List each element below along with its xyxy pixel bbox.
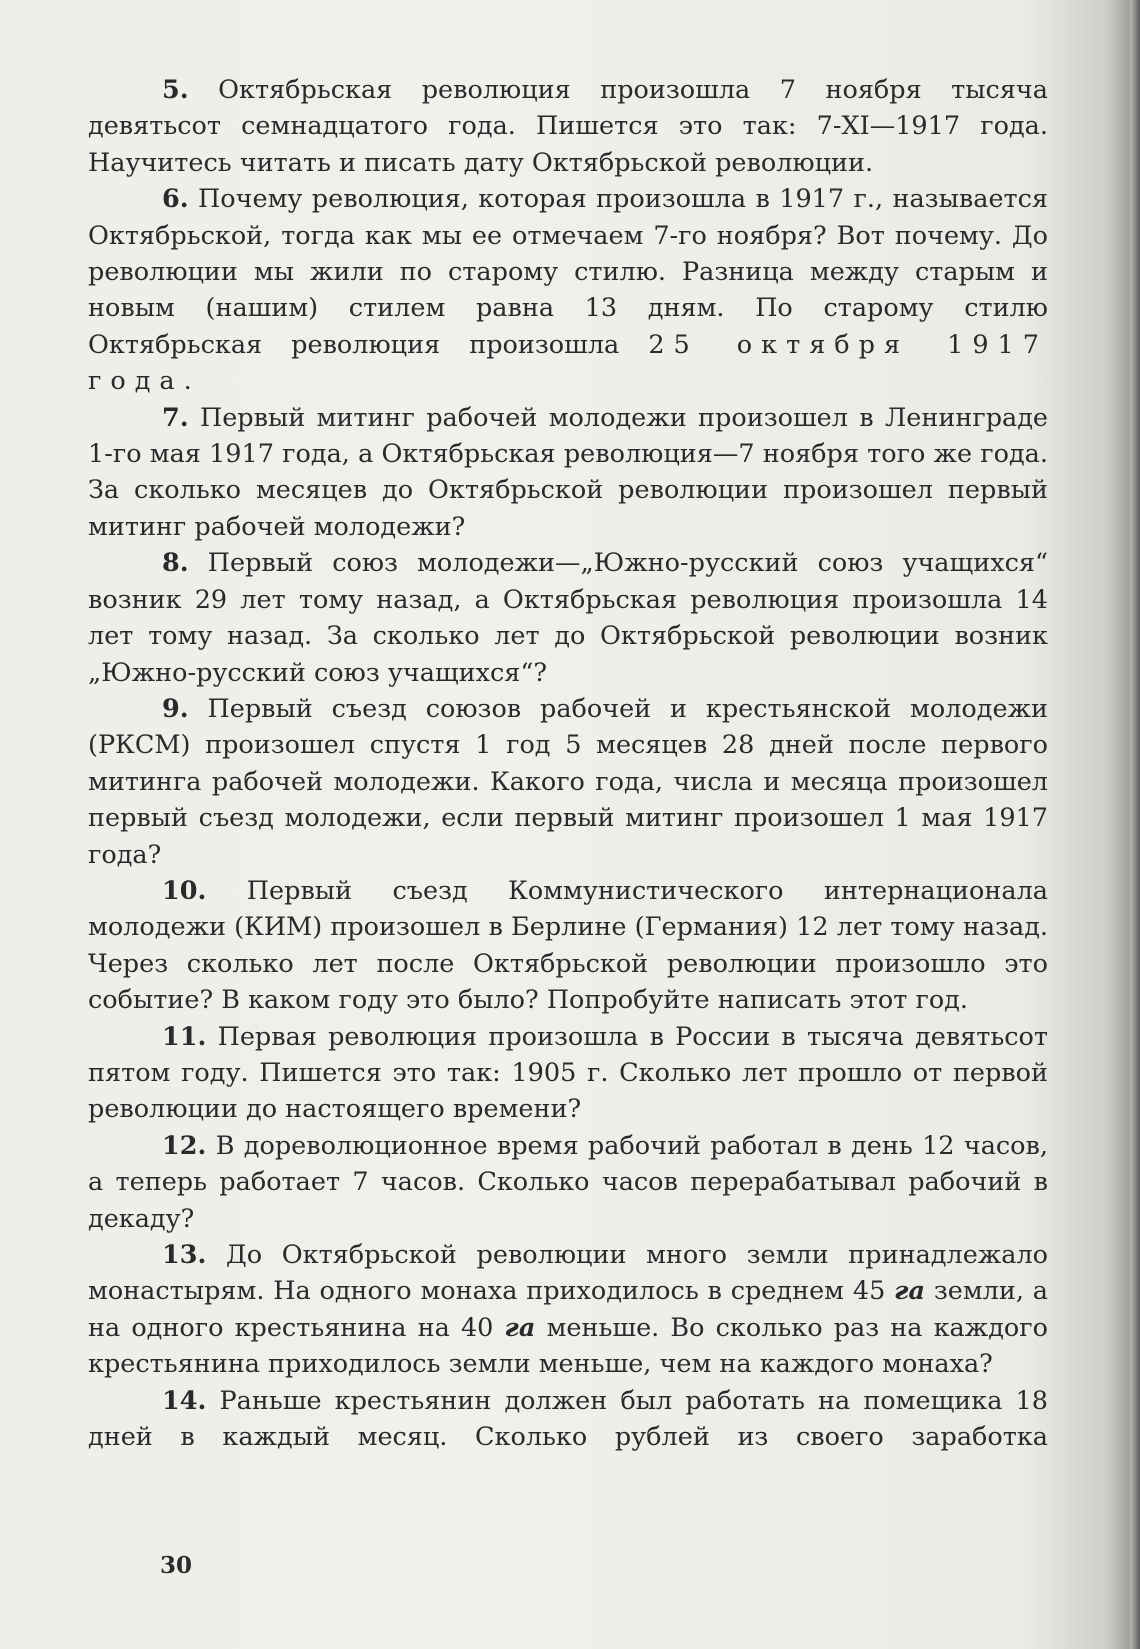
paragraph-text: В дореволюционное время рабочий работал в день 12 часов, а теперь работает 7 часов. Сколько часов перерабатывал рабочий в декаду? xyxy=(88,1130,1048,1234)
spaced-date: 25 октября 1917 года. xyxy=(88,329,1049,397)
paragraph-number: 13. xyxy=(162,1240,207,1270)
paragraph-text: Первый съезд Коммунистического интернационала молодежи (КИМ) произошел в Берлине (Германия) 12 лет тому назад. Через сколько лет после Октябрьской революции произошло это событие? В каком году это было? Попробуйте написать этот год. xyxy=(88,875,1048,1016)
paragraph-text: Раньше крестьянин должен был работать на помещика 18 дней в каждый месяц. Сколько рублей из своего заработка xyxy=(88,1385,1048,1453)
paragraph-text: Почему революция, которая произошла в 1917 г., называется Октябрьской, тогда как мы ее отмечаем 7-го ноября? Вот почему. До революции мы жили по старому стилю. Разница между старым и новым (нашим) стилем равна 13 дням. По старому стилю Октябрьская революция произошла xyxy=(88,184,1049,360)
paragraph-text: меньше. Во сколько раз на каждого крестьянина приходилось земли меньше, чем на каждого монаха? xyxy=(88,1312,1048,1380)
paragraph-number: 11. xyxy=(162,1021,207,1052)
paragraph-6 xyxy=(88,181,1048,399)
paragraph-number: 14. xyxy=(162,1385,207,1416)
paragraph-9 xyxy=(88,691,1048,873)
paragraph-number: 8. xyxy=(162,548,189,579)
paragraph-text: земли, а на одного крестьянина на 40 xyxy=(88,1276,1048,1343)
paragraph-text: Первая революция произошла в России в тысяча девятьсот пятом году. Пишется это так: 1905 г. Сколько лет прошло от первой революции до настоящего времени? xyxy=(88,1021,1048,1125)
unit-hectare: га xyxy=(894,1276,925,1307)
paragraph-number: 5. xyxy=(162,75,189,105)
paragraph-text: Первый съезд союзов рабочей и крестьянской молодежи (РКСМ) произошел спустя 1 год 5 месяцев 28 дней после первого митинга рабочей молодежи. Какого года, числа и месяца произошел первый съезд молодежи, если первый митинг произошел 1 мая 1917 года? xyxy=(88,693,1048,870)
paragraph-text: До Октябрьской революции много земли принадлежало монастырям. На одного монаха приходилось в среднем 45 xyxy=(88,1240,1048,1307)
paragraph-11 xyxy=(88,1019,1048,1128)
paragraph-12 xyxy=(88,1128,1048,1237)
paragraph-text: Октябрьская революция произошла 7 ноября тысяча девятьсот семнадцатого года. Пишется это так: 7-XI—1917 года. Научитесь читать и писать дату Октябрьской революции. xyxy=(88,75,1048,178)
paragraph-number: 12. xyxy=(162,1130,207,1161)
unit-hectare: га xyxy=(504,1312,536,1343)
paragraph-8 xyxy=(88,545,1048,691)
paragraph-number: 10. xyxy=(162,875,207,906)
paragraph-text: Первый союз молодежи—„Южно-русский союз учащихся“ возник 29 лет тому назад, а Октябрьская революция произошла 14 лет тому назад. За сколько лет до Октябрьской революции возник „Южно-русский союз учащихся“? xyxy=(88,548,1048,688)
paragraph-number: 9. xyxy=(162,693,189,724)
paragraph-number: 6. xyxy=(162,184,189,215)
paragraph-14 xyxy=(88,1383,1048,1456)
page-text-block xyxy=(88,72,1048,1455)
paragraph-7 xyxy=(88,400,1048,546)
paragraph-13 xyxy=(88,1237,1048,1383)
paragraph-5 xyxy=(88,72,1048,181)
page-edge-shadow xyxy=(1130,0,1140,1649)
paragraph-text: Первый митинг рабочей молодежи произошел в Ленинграде 1-го мая 1917 года, а Октябрьская революция—7 ноября того же года. За сколько месяцев до Октябрьской революции произошел первый митинг рабочей молодежи? xyxy=(88,402,1049,542)
page-number: 30 xyxy=(160,1552,193,1579)
paragraph-number: 7. xyxy=(162,402,189,433)
paragraph-10 xyxy=(88,873,1048,1019)
